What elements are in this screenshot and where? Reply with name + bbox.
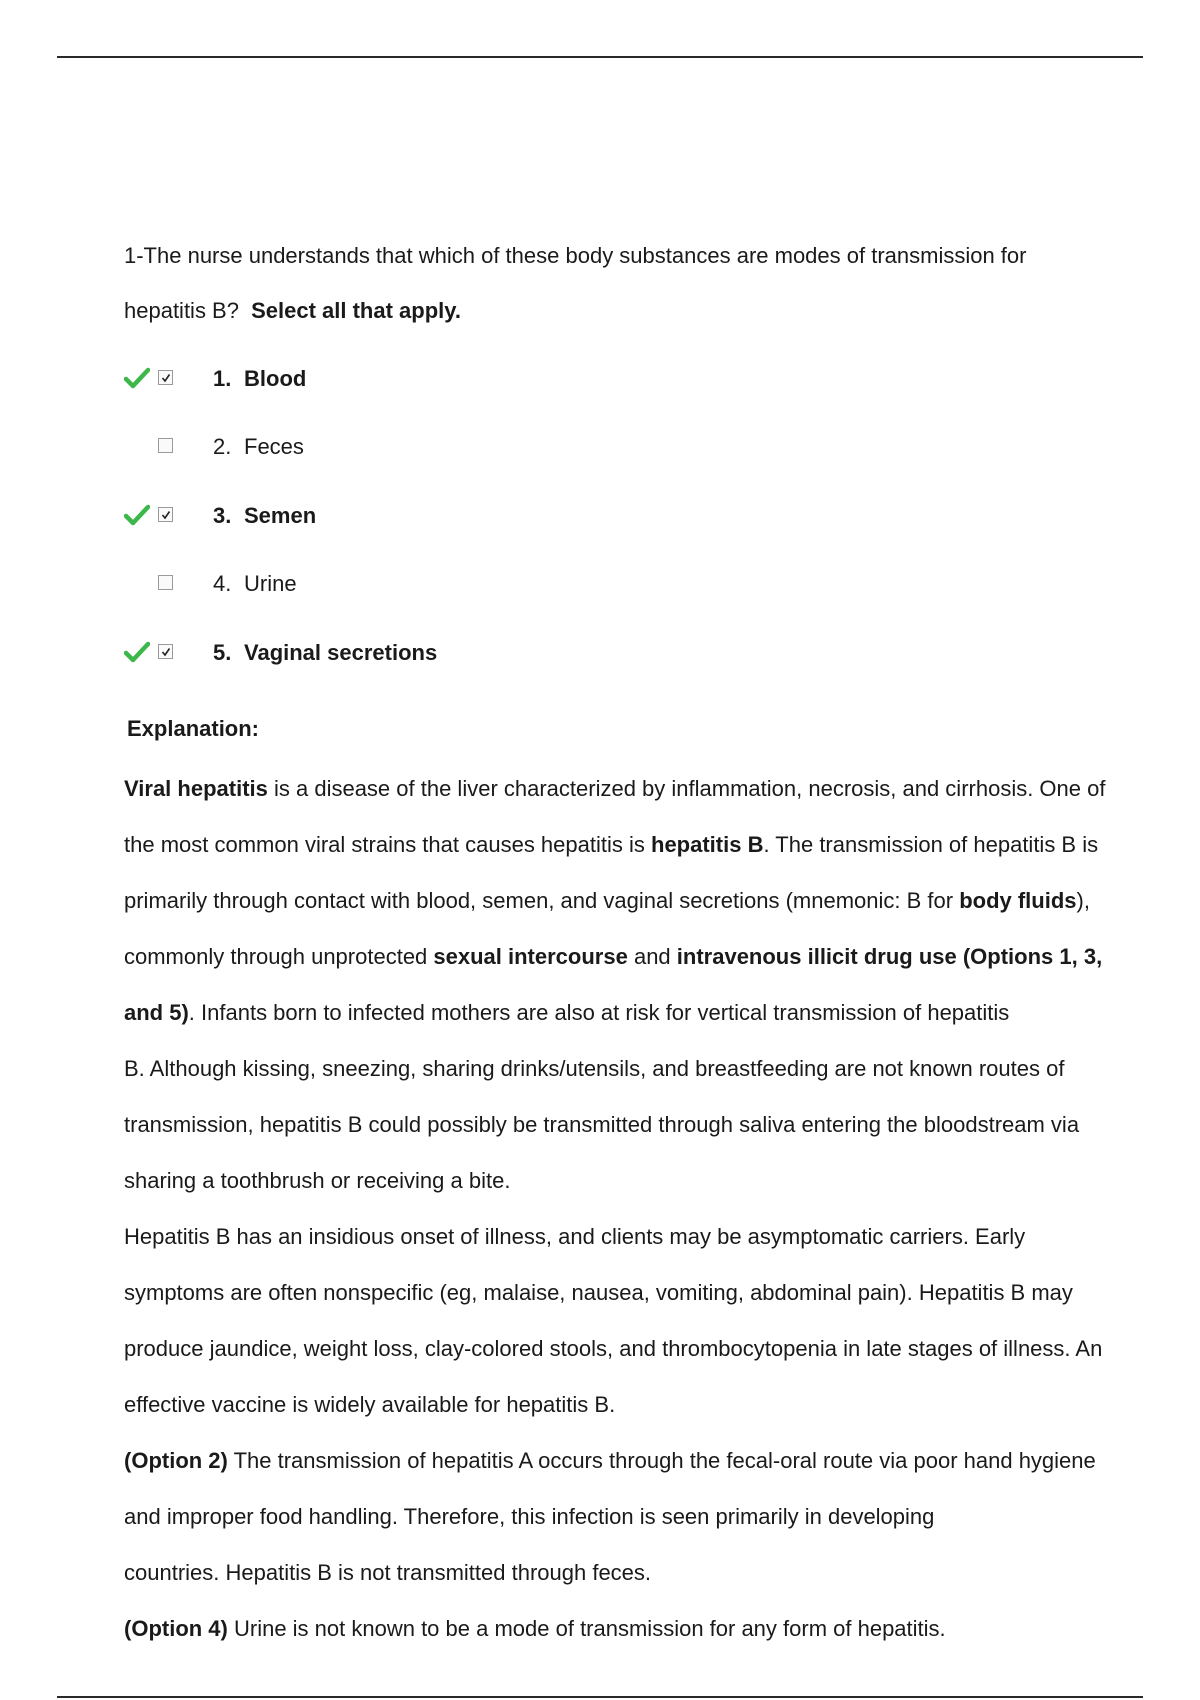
option-label: Blood bbox=[244, 366, 307, 391]
text-run: Urine is not known to be a mode of transmission for any form of hepatitis. bbox=[227, 1616, 946, 1641]
option-checkbox[interactable] bbox=[158, 507, 173, 522]
page-content bbox=[124, 0, 1200, 1700]
question-text: hepatitis B? bbox=[124, 298, 239, 323]
explanation-p3-line-2: and improper food handling. Therefore, this infection is seen primarily in developing bbox=[124, 1504, 935, 1529]
explanation-p2-line-3: produce jaundice, weight loss, clay-colored stools, and thrombocytopenia in late stages of illness. An bbox=[124, 1336, 1103, 1361]
option-label: Semen bbox=[244, 503, 317, 528]
bold-term: Viral hepatitis bbox=[124, 776, 268, 801]
bottom-rule bbox=[57, 1696, 1143, 1698]
answer-option-4[interactable] bbox=[124, 569, 724, 599]
explanation-p3-line-1 bbox=[124, 1448, 1096, 1474]
bold-term: and 5) bbox=[124, 1000, 189, 1025]
text-run: . Infants born to infected mothers are also at risk for vertical transmission of hepatitis bbox=[188, 1000, 1010, 1025]
explanation-p2-line-4: effective vaccine is widely available for hepatitis B. bbox=[124, 1392, 616, 1417]
explanation-p1-line-4 bbox=[124, 944, 1102, 970]
explanation-p2-line-2: symptoms are often nonspecific (eg, malaise, nausea, vomiting, abdominal pain). Hepatitis B may bbox=[124, 1280, 1073, 1305]
question-instruction: Select all that apply. bbox=[251, 298, 461, 323]
bold-term: hepatitis B bbox=[651, 832, 764, 857]
answer-option-5[interactable] bbox=[124, 638, 724, 668]
option-label: Urine bbox=[244, 571, 297, 596]
option-checkbox[interactable] bbox=[158, 370, 173, 385]
answer-option-3[interactable] bbox=[124, 501, 724, 531]
explanation-p2-line-1: Hepatitis B has an insidious onset of illness, and clients may be asymptomatic carriers. Early bbox=[124, 1224, 1026, 1249]
bold-term: (Option 4) bbox=[124, 1616, 228, 1641]
explanation-p3-line-3: countries. Hepatitis B is not transmitted through feces. bbox=[124, 1560, 652, 1585]
option-number: 2. bbox=[213, 434, 232, 459]
correct-check-icon bbox=[124, 367, 150, 389]
explanation-p1-line-8: sharing a toothbrush or receiving a bite. bbox=[124, 1168, 511, 1193]
text-run: The transmission of hepatitis A occurs through the fecal-oral route via poor hand hygiene bbox=[227, 1448, 1096, 1473]
explanation-p1-line-3 bbox=[124, 888, 1090, 914]
question-line-2 bbox=[124, 298, 461, 324]
option-checkbox[interactable] bbox=[158, 438, 173, 453]
correct-check-icon bbox=[124, 504, 150, 526]
text-run: is a disease of the liver characterized by inflammation, necrosis, and cirrhosis. One of bbox=[267, 776, 1106, 801]
option-label: Feces bbox=[244, 434, 304, 459]
explanation-p1-line-5 bbox=[124, 1000, 1009, 1026]
explanation-p1-line-2 bbox=[124, 832, 1098, 858]
option-checkbox[interactable] bbox=[158, 644, 173, 659]
explanation-p1-line-1 bbox=[124, 776, 1105, 802]
explanation-p1-line-6: B. Although kissing, sneezing, sharing drinks/utensils, and breastfeeding are not known routes of bbox=[124, 1056, 1065, 1081]
text-run: ), bbox=[1076, 888, 1090, 913]
explanation-p4-line-1 bbox=[124, 1616, 946, 1642]
text-run: commonly through unprotected bbox=[124, 944, 434, 969]
explanation-heading: Explanation: bbox=[127, 716, 260, 741]
answer-option-1[interactable] bbox=[124, 364, 724, 394]
bold-term: (Option 2) bbox=[124, 1448, 228, 1473]
option-label: Vaginal secretions bbox=[244, 640, 438, 665]
option-number: 5. bbox=[213, 640, 232, 665]
text-run: . The transmission of hepatitis B is bbox=[763, 832, 1099, 857]
option-number: 1. bbox=[213, 366, 232, 391]
text-run: primarily through contact with blood, semen, and vaginal secretions (mnemonic: B for bbox=[124, 888, 960, 913]
answer-option-2[interactable] bbox=[124, 432, 724, 462]
question-line-1: 1-The nurse understands that which of these body substances are modes of transmission for bbox=[124, 243, 1027, 268]
bold-term: sexual intercourse bbox=[433, 944, 628, 969]
option-number: 4. bbox=[213, 571, 232, 596]
text-run: and bbox=[627, 944, 677, 969]
bold-term: body fluids bbox=[959, 888, 1077, 913]
option-checkbox[interactable] bbox=[158, 575, 173, 590]
correct-check-icon bbox=[124, 641, 150, 663]
text-run: the most common viral strains that causes hepatitis is bbox=[124, 832, 651, 857]
option-number: 3. bbox=[213, 503, 232, 528]
bold-term: intravenous illicit drug use (Options 1, 3, bbox=[676, 944, 1103, 969]
explanation-p1-line-7: transmission, hepatitis B could possibly be transmitted through saliva entering the bloodstream via bbox=[124, 1112, 1080, 1137]
